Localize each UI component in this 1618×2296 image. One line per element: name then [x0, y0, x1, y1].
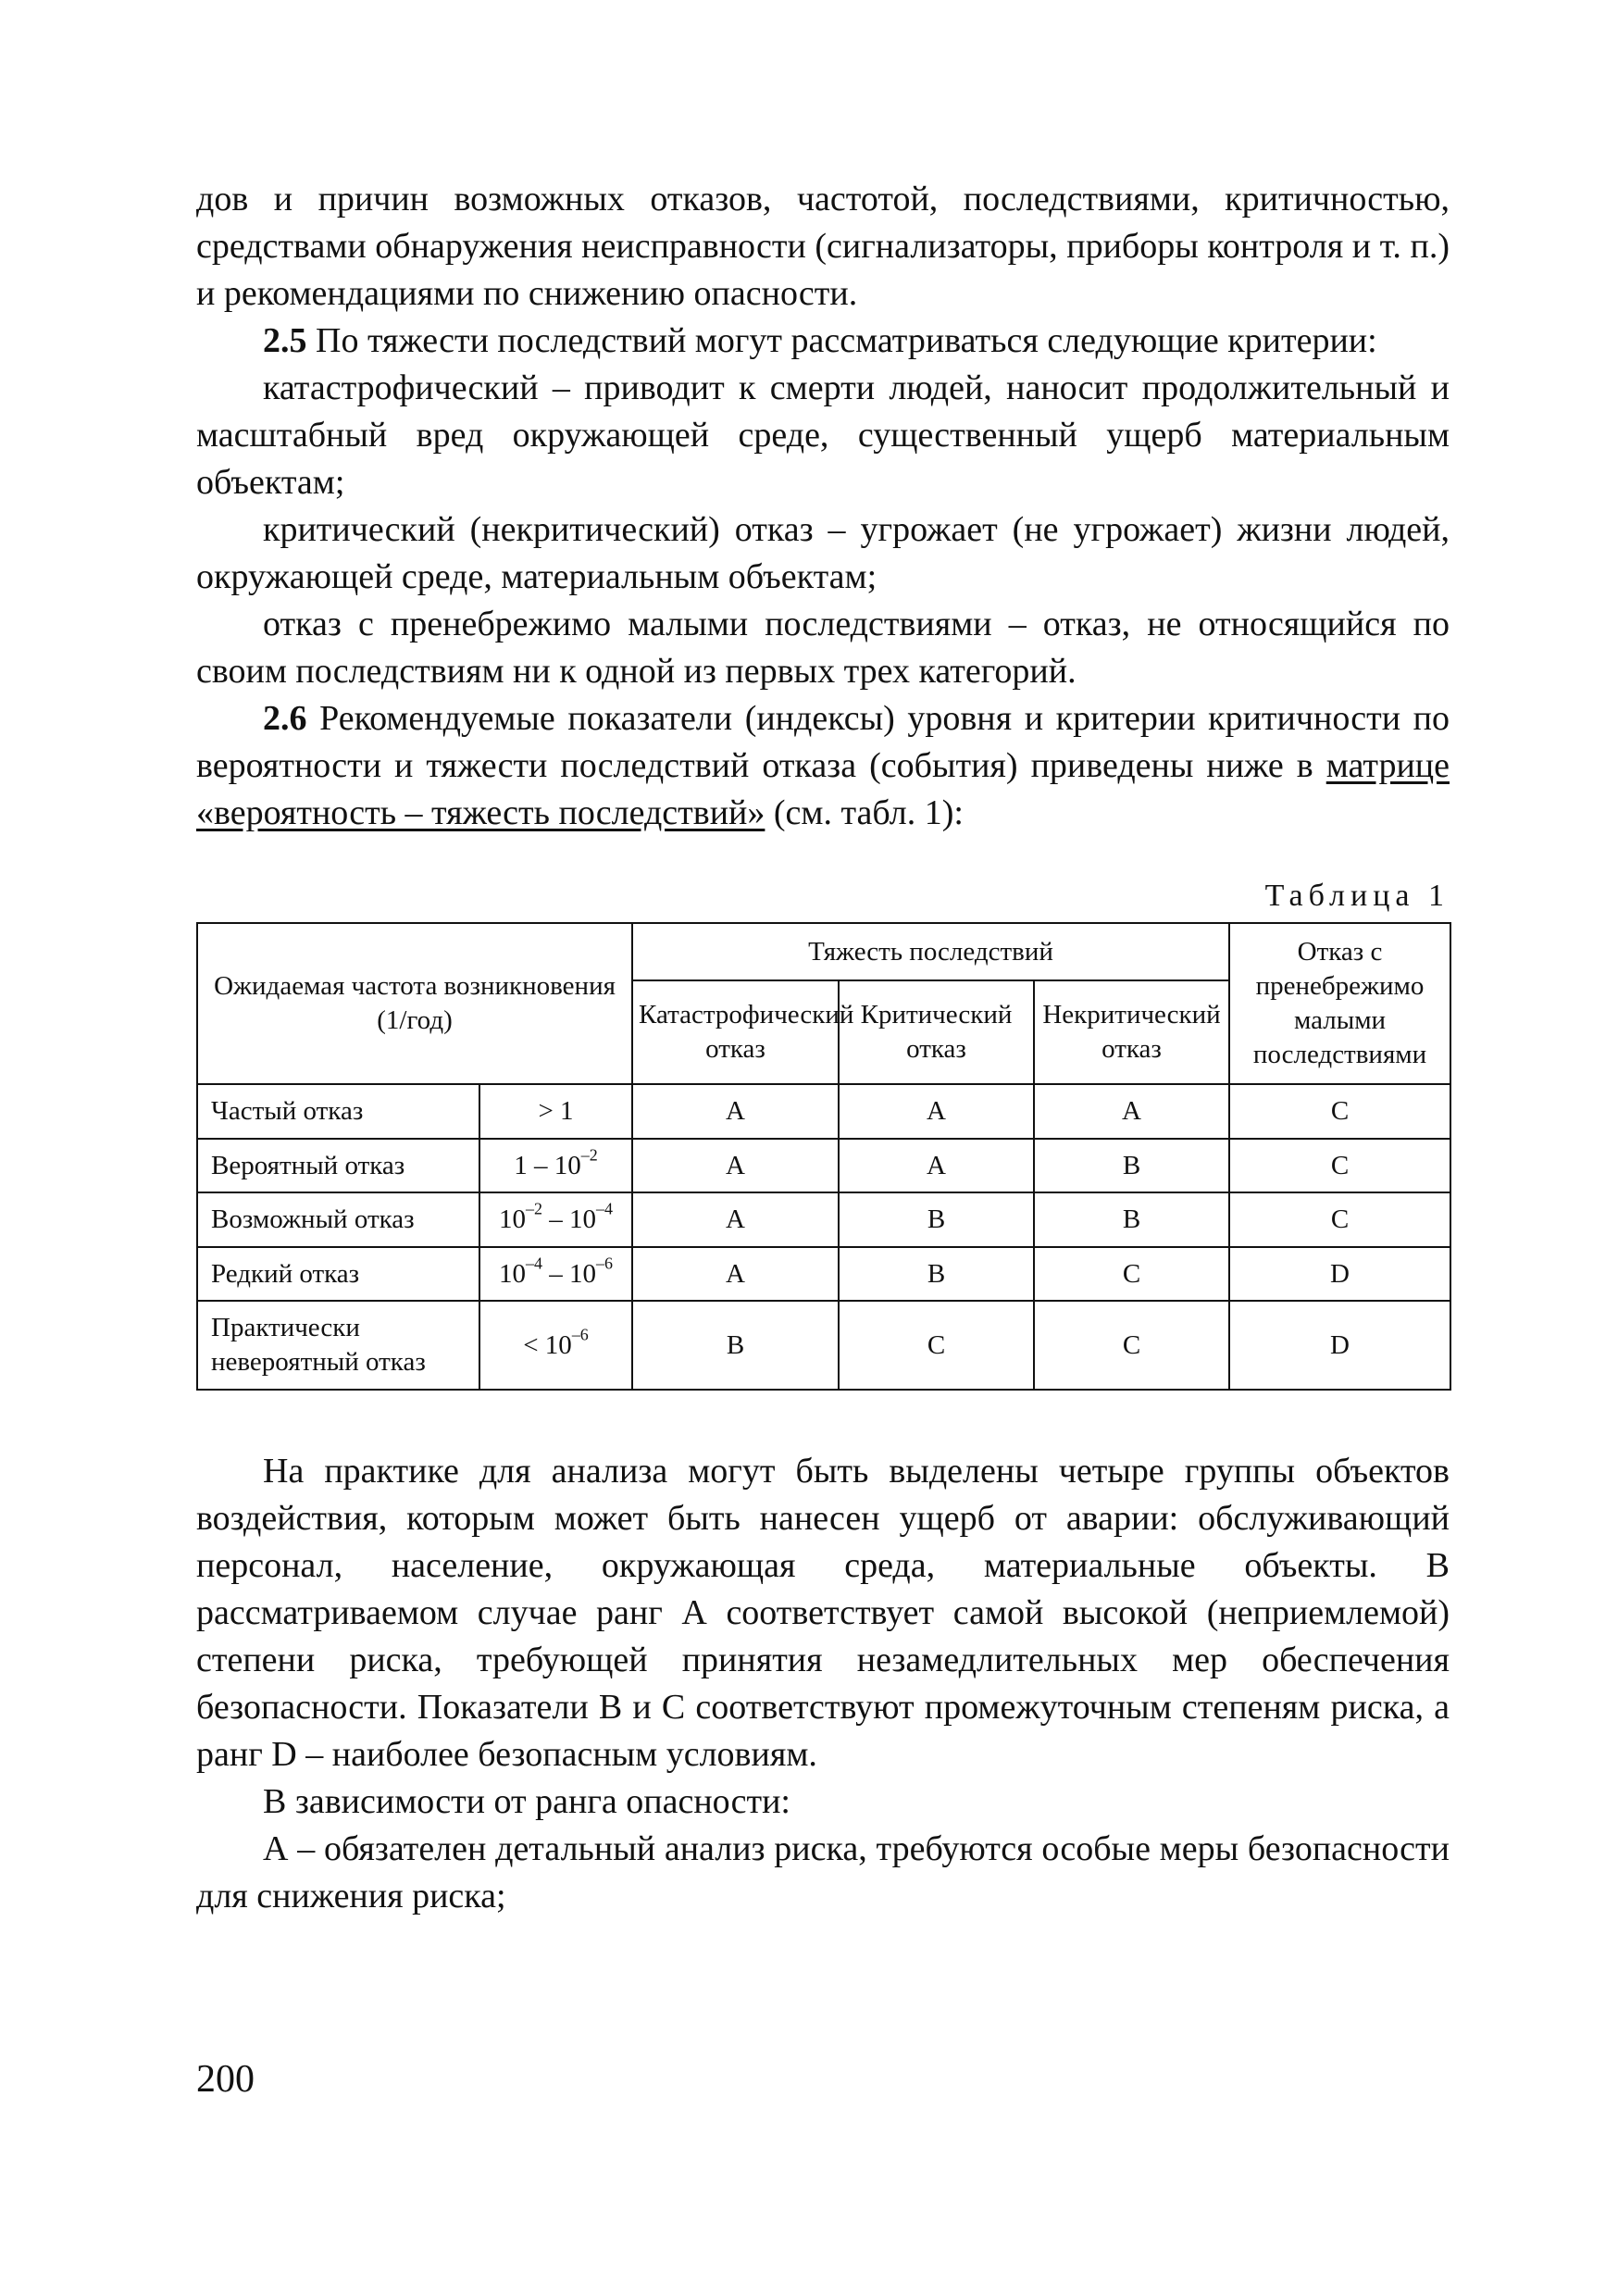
paragraph-rank-intro: В зависимости от ранга опасности: — [263, 1782, 790, 1821]
row-frequency: $10^{-2} - 10^{-4}$ — [479, 1192, 632, 1247]
row-frequency: < $10^{-6}$ — [479, 1301, 632, 1390]
table-caption: Таблица 1 — [1264, 879, 1450, 913]
cell-rank: C — [1229, 1084, 1450, 1139]
table-row — [197, 1192, 1450, 1247]
section-number: 2.5 — [263, 321, 307, 360]
paragraph-rank-a: А – обязателен детальный анализ риска, требуются особые меры безопасности для снижения риска; — [196, 1829, 1450, 1915]
cell-rank: B — [1034, 1139, 1229, 1192]
cell-rank: A — [1034, 1084, 1229, 1139]
cell-rank: C — [839, 1301, 1034, 1390]
cell-rank: A — [839, 1084, 1034, 1139]
row-label: Частый отказ — [197, 1084, 479, 1139]
paragraph-practice: На практике для анализа могут быть выделены четыре группы объектов воздействия, которым может быть нанесен ущерб от аварии: обслуживающий персонал, население, окружающая среда, материальные объекты. В рассматриваемом случае ранг А соответствует самой высокой (неприемлемой) степени риска, требующей принятия незамедлительных мер обеспечения безопасности. Показатели В и С соответствуют промежуточным степеням риска, а ранг D – наиболее безопасным условиям. — [196, 1452, 1450, 1774]
cell-rank: C — [1034, 1301, 1229, 1390]
matrix-link[interactable]: матрице «вероятность – тяжесть последствий» — [196, 746, 1450, 832]
row-label: Возможный отказ — [197, 1192, 479, 1247]
cell-rank: A — [839, 1139, 1034, 1192]
row-label: Редкий отказ — [197, 1247, 479, 1301]
page-content — [196, 176, 1450, 1920]
cell-rank: B — [839, 1192, 1034, 1247]
cell-rank: A — [632, 1192, 839, 1247]
risk-matrix-table — [196, 922, 1451, 1391]
cell-rank: C — [1034, 1247, 1229, 1301]
paragraph-text: Рекомендуемые показатели (индексы) уровня и критерии критичности по вероятности и тяжести последствий отказа (события) приведены ниже в — [196, 699, 1450, 785]
table-row — [197, 1247, 1450, 1301]
cell-rank: D — [1229, 1301, 1450, 1390]
cell-rank: B — [839, 1247, 1034, 1301]
criterion-negligible: отказ с пренебрежимо малыми последствиями – отказ, не относящийся по своим последствиям ни к одной из первых трех категорий. — [196, 605, 1450, 691]
header-critical: Критический отказ — [839, 980, 1034, 1084]
cell-rank: A — [632, 1084, 839, 1139]
paragraph-2-5 — [196, 318, 1450, 365]
table-row — [197, 1301, 1450, 1390]
header-noncritical: Некритический отказ — [1034, 980, 1229, 1084]
row-label: Практически невероятный отказ — [197, 1301, 479, 1390]
cell-rank: D — [1229, 1247, 1450, 1301]
header-negligible: Отказ с пренебрежимо малыми последствиями — [1229, 923, 1450, 1084]
row-label: Вероятный отказ — [197, 1139, 479, 1192]
row-frequency: $10^{-4} - 10^{-6}$ — [479, 1247, 632, 1301]
table-row — [197, 1084, 1450, 1139]
criterion-critical: критический (некритический) отказ – угрожает (не угрожает) жизни людей, окружающей среде, материальным объектам; — [196, 510, 1450, 596]
row-frequency: $1 - 10^{-2}$ — [479, 1139, 632, 1192]
header-severity: Тяжесть последствий — [632, 923, 1229, 980]
criterion-catastrophic: катастрофический – приводит к смерти людей, наносит продолжительный и масштабный вред окружающей среде, существенный ущерб материальным объектам; — [196, 368, 1450, 502]
cell-rank: A — [632, 1247, 839, 1301]
cell-rank: C — [1229, 1192, 1450, 1247]
header-catastrophic: Катастрофический отказ — [632, 980, 839, 1084]
paragraph-continuation: дов и причин возможных отказов, частотой, последствиями, критичностью, средствами обнаружения неисправности (сигнализаторы, приборы контроля и т. п.) и рекомендациями по снижению опасности. — [196, 180, 1450, 313]
paragraph-text: По тяжести последствий могут рассматриваться следующие критерии: — [306, 321, 1377, 360]
cell-rank: C — [1229, 1139, 1450, 1192]
cell-rank: A — [632, 1139, 839, 1192]
section-number: 2.6 — [263, 699, 307, 738]
cell-rank: B — [1034, 1192, 1229, 1247]
table-row — [197, 1139, 1450, 1192]
paragraph-text-tail: (см. табл. 1): — [765, 793, 964, 832]
row-frequency: > 1 — [479, 1084, 632, 1139]
paragraph-2-6 — [196, 695, 1450, 837]
header-frequency: Ожидаемая частота возникновения (1/год) — [197, 923, 632, 1084]
page-number: 200 — [196, 2058, 255, 2101]
cell-rank: B — [632, 1301, 839, 1390]
